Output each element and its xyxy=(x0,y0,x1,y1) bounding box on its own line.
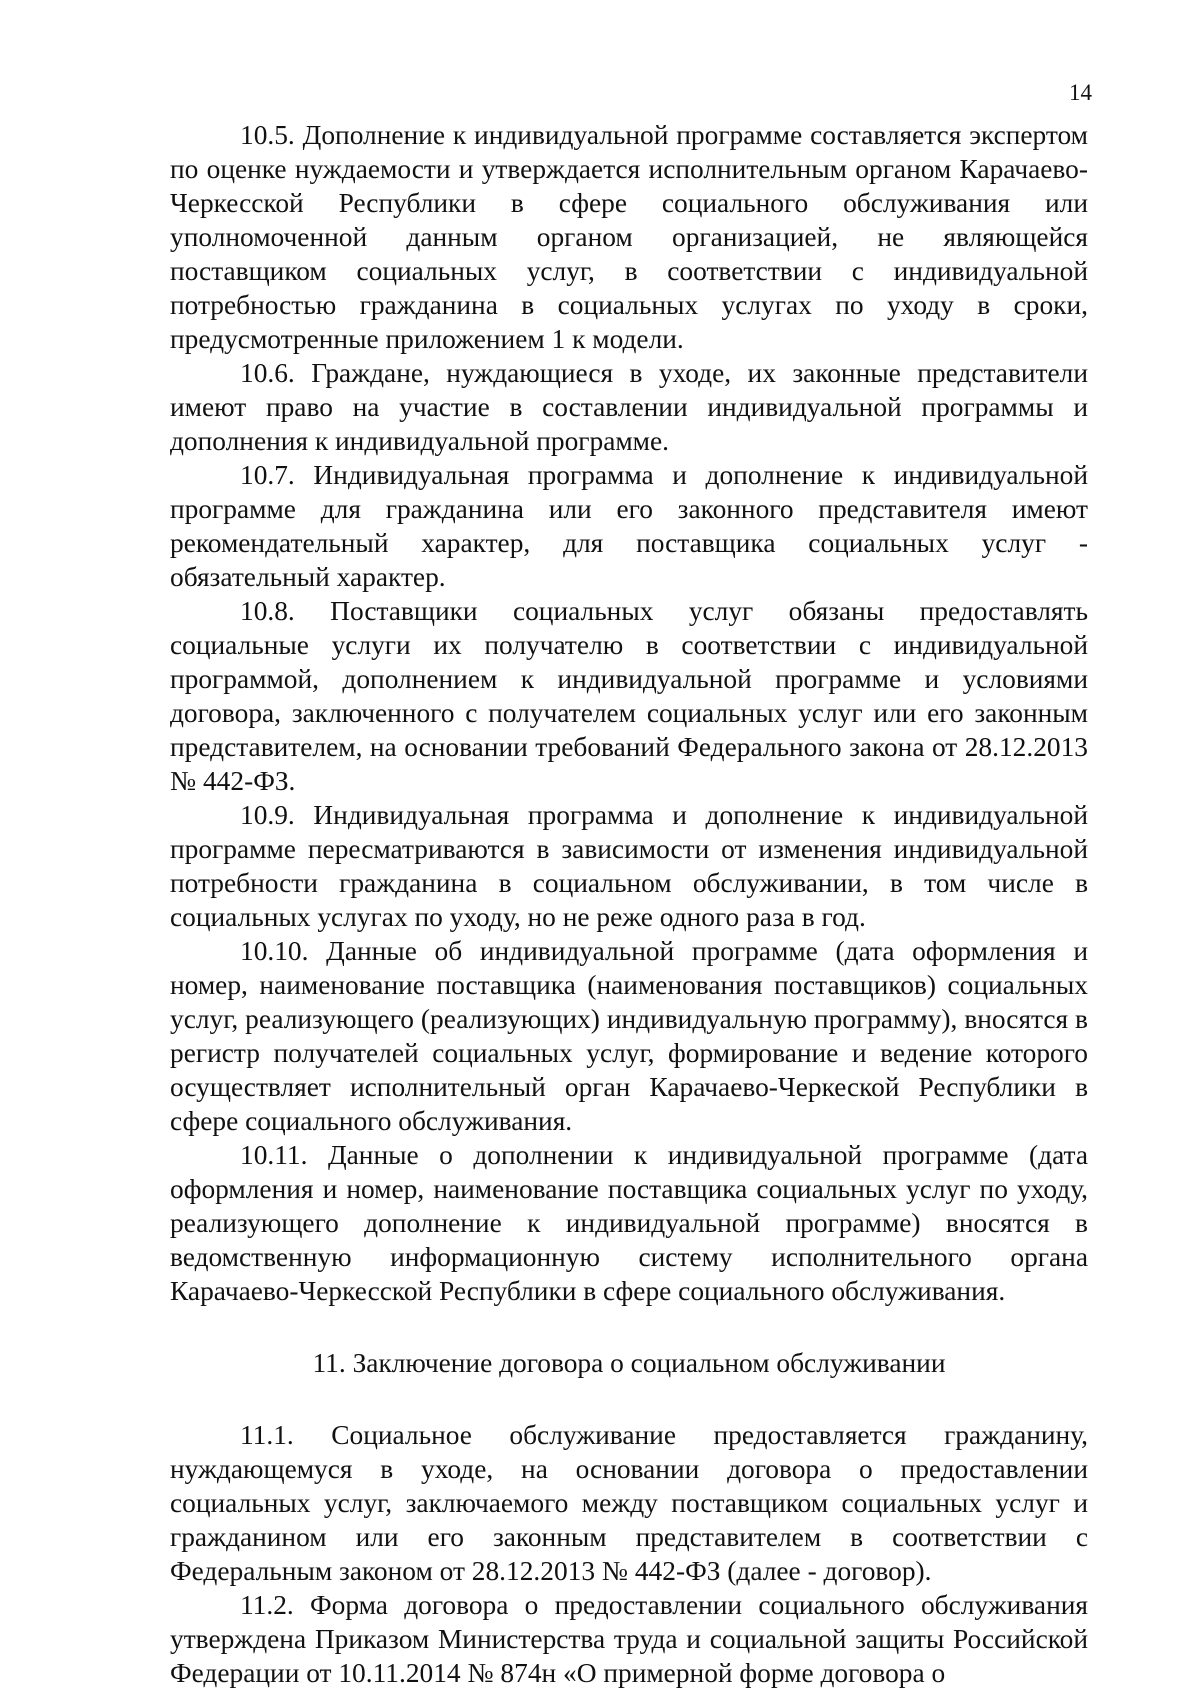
paragraph-10-10: 10.10. Данные об индивидуальной программе (дата оформления и номер, наименование поставщика (наименования поставщиков) социальных услуг, реализующего (реализующих) индивидуальную программу), вносятся в регистр получателей социальных услуг, формирование и ведение которого осуществляет исполнительный орган Карачаево-Черкеской Республики в сфере социального обслуживания. xyxy=(170,936,1088,1136)
paragraph-10-9: 10.9. Индивидуальная программа и дополнение к индивидуальной программе пересматриваются в зависимости от изменения индивидуальной потребности гражданина в социальном обслуживании, в том числе в социальных услугах по уходу, но не реже одного раза в год. xyxy=(170,800,1088,932)
section-heading: 11. Заключение договора о социальном обслуживании xyxy=(312,1348,946,1378)
page-number: 14 xyxy=(1069,80,1092,105)
document-body xyxy=(170,118,1088,1690)
paragraph-10-7: 10.7. Индивидуальная программа и дополнение к индивидуальной программе для гражданина или его законного представителя имеют рекомендательный характер, для поставщика социальных услуг - обязательный характер. xyxy=(170,460,1088,592)
paragraph-11-2: 11.2. Форма договора о предоставлении социального обслуживания утверждена Приказом Министерства труда и социальной защиты Российской Федерации от 10.11.2014 № 874н «О примерной форме договора о xyxy=(170,1590,1088,1688)
paragraph-10-6: 10.6. Граждане, нуждающиеся в уходе, их законные представители имеют право на участие в составлении индивидуальной программы и дополнения к индивидуальной программе. xyxy=(170,358,1088,456)
paragraph-10-5: 10.5. Дополнение к индивидуальной программе составляется экспертом по оценке нуждаемости и утверждается исполнительным органом Карачаево-Черкесской Республики в сфере социального обслуживания или уполномоченной данным органом организацией, не являющейся поставщиком социальных услуг, в соответствии с индивидуальной потребностью гражданина в социальных услугах по уходу в сроки, предусмотренные приложением 1 к модели. xyxy=(170,120,1088,354)
paragraph-11-1: 11.1. Социальное обслуживание предоставляется гражданину, нуждающемуся в уходе, на основании договора о предоставлении социальных услуг, заключаемого между поставщиком социальных услуг и гражданином или его законным представителем в соответствии с Федеральным законом от 28.12.2013 № 442-ФЗ (далее - договор). xyxy=(170,1420,1088,1586)
paragraph-10-11: 10.11. Данные о дополнении к индивидуальной программе (дата оформления и номер, наименование поставщика социальных услуг по уходу, реализующего дополнение к индивидуальной программе) вносятся в ведомственную информационную систему исполнительного органа Карачаево-Черкесской Республики в сфере социального обслуживания. xyxy=(170,1140,1088,1306)
paragraph-10-8: 10.8. Поставщики социальных услуг обязаны предоставлять социальные услуги их получателю в соответствии с индивидуальной программой, дополнением к индивидуальной программе и условиями договора, заключенного с получателем социальных услуг или его законным представителем, на основании требований Федерального закона от 28.12.2013 № 442-ФЗ. xyxy=(170,596,1088,796)
